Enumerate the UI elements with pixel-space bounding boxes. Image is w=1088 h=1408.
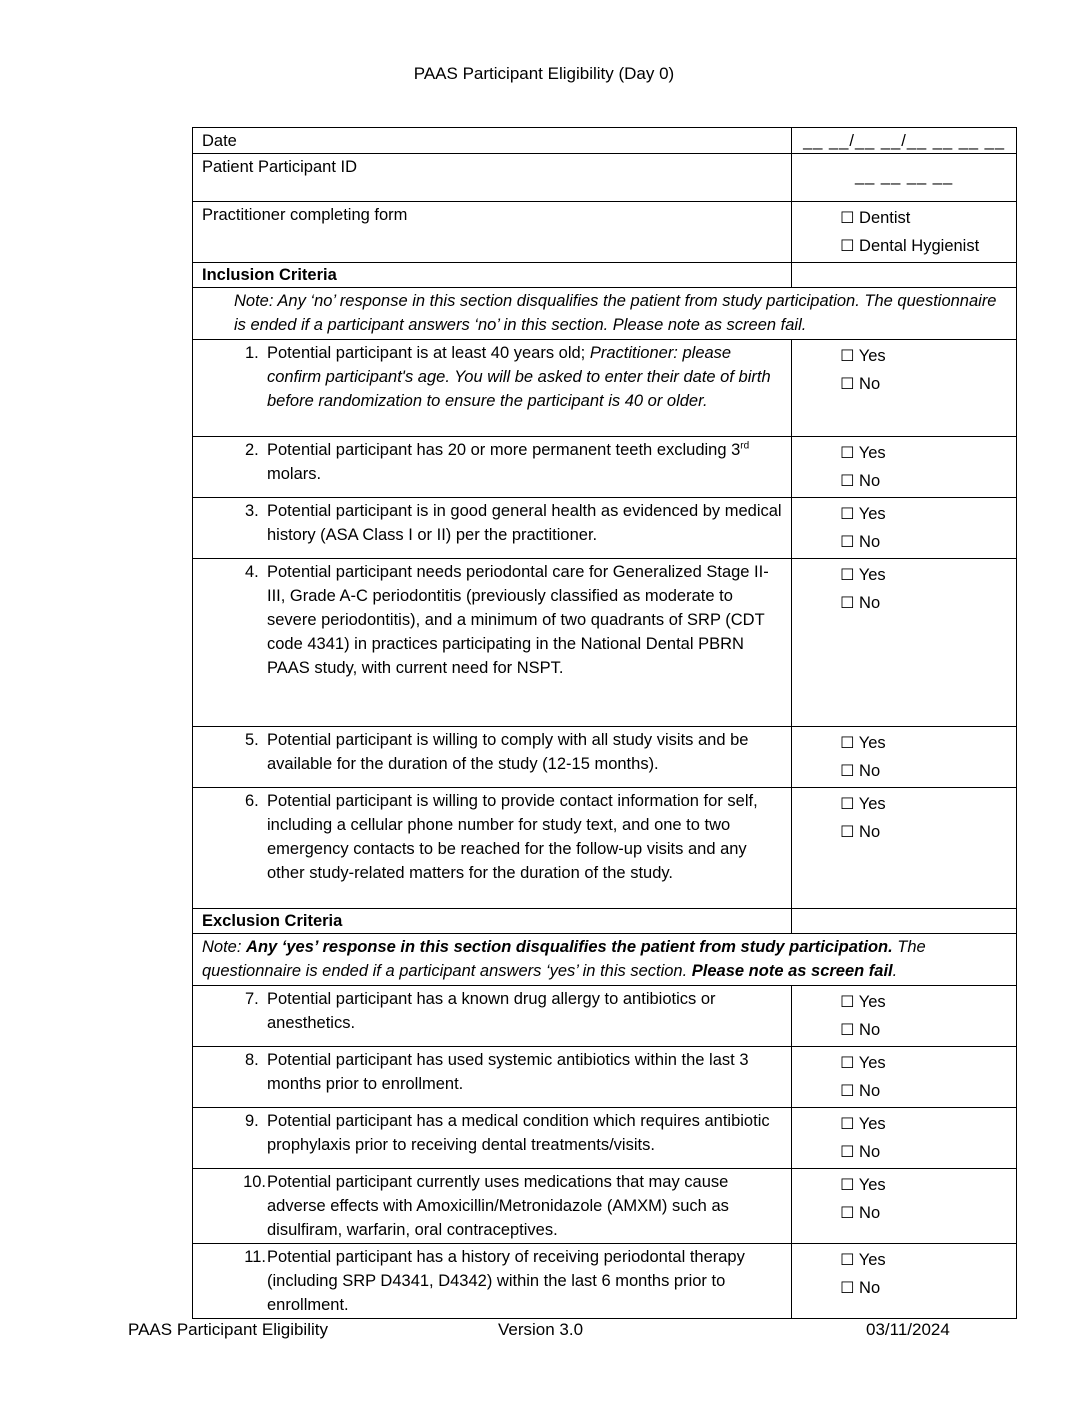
criterion-number [193, 1170, 267, 1242]
participant-id-field[interactable] [792, 154, 1017, 202]
criterion-item [193, 986, 791, 1036]
option-no-label: No [859, 375, 881, 393]
yes-no-options [792, 1108, 1016, 1168]
option-yes-label: Yes [858, 566, 886, 584]
checkbox-icon[interactable]: ☐ [840, 471, 855, 490]
checkbox-icon[interactable]: ☐ [840, 236, 855, 255]
checkbox-icon[interactable]: ☐ [840, 1053, 855, 1072]
criterion-number [193, 789, 267, 885]
criterion-text [267, 341, 785, 413]
option-no-label: No [859, 594, 881, 612]
option-no[interactable] [840, 757, 1016, 785]
checkbox-icon[interactable]: ☐ [840, 822, 855, 841]
participant-id-value[interactable]: __ __ __ __ [854, 167, 954, 185]
criterion-number [193, 560, 267, 680]
checkbox-icon[interactable]: ☐ [840, 1081, 855, 1100]
criterion-text-main: Potential participant currently uses medications that may cause adverse effects with Amoxicillin/Metronidazole (AMXM) such as disulfiram, warfarin, oral contraceptives. [267, 1173, 729, 1239]
criterion-text-main: Potential participant is willing to provide contact information for self, including a cellular phone number for study text, and one to two emergency contacts to be reached for the follow-up visits and any other study-related matters for the duration of the study. [267, 792, 758, 882]
yes-no-options [792, 1169, 1016, 1229]
criterion-row [193, 1244, 1017, 1319]
inclusion-note: Note: Any ‘no’ response in this section disqualifies the patient from study participation. The questionnaire is ended if a participant answers ‘no’ in this section. Please note as screen fail. [234, 292, 997, 334]
option-yes[interactable] [840, 1246, 1016, 1274]
criterion-row [193, 788, 1017, 909]
criterion-row [193, 1047, 1017, 1108]
criterion-text [267, 728, 785, 776]
inclusion-note-row [193, 288, 1017, 340]
practitioner-row [193, 202, 1017, 263]
option-no[interactable] [840, 1138, 1016, 1166]
option-yes-label: Yes [858, 734, 886, 752]
option-yes[interactable] [840, 790, 1016, 818]
criterion-number [193, 499, 267, 547]
criterion-item [193, 559, 791, 681]
criterion-number-text: 8. [245, 1051, 259, 1069]
participant-id-row [193, 154, 1017, 202]
criterion-item [193, 1047, 791, 1097]
checkbox-icon[interactable]: ☐ [840, 761, 855, 780]
practitioner-instruction: Practitioner: please confirm participant's age. You will be asked to enter their date of birth before randomization to ensure the participant is 40 or older. [267, 344, 771, 410]
exclusion-note [193, 934, 1016, 985]
checkbox-icon[interactable]: ☐ [840, 593, 855, 612]
option-no-label: No [859, 1204, 881, 1222]
criterion-text [267, 789, 785, 885]
option-yes-label: Yes [858, 505, 886, 523]
date-value[interactable]: __ __/__ __/__ __ __ __ [803, 132, 1005, 150]
option-no-label: No [859, 762, 881, 780]
checkbox-icon[interactable]: ☐ [840, 733, 855, 752]
criterion-number-text: 1. [245, 344, 259, 362]
checkbox-icon[interactable]: ☐ [840, 992, 855, 1011]
date-row [193, 128, 1017, 154]
option-dental-hygienist-label: Dental Hygienist [859, 237, 980, 255]
option-yes[interactable] [840, 439, 1016, 467]
option-yes-label: Yes [858, 444, 886, 462]
checkbox-icon[interactable]: ☐ [840, 1250, 855, 1269]
yes-no-options [792, 340, 1016, 400]
criterion-item [193, 437, 791, 487]
criterion-text [267, 1245, 785, 1317]
criterion-text [267, 1170, 785, 1242]
criterion-item [193, 1108, 791, 1158]
participant-id-label: Patient Participant ID [202, 158, 357, 176]
option-yes[interactable] [840, 342, 1016, 370]
option-yes[interactable] [840, 988, 1016, 1016]
criterion-text [267, 1048, 785, 1096]
option-yes-label: Yes [858, 1054, 886, 1072]
criterion-number-text: 11. [244, 1248, 266, 1266]
option-dentist-label: Dentist [859, 209, 911, 227]
criterion-item [193, 340, 791, 414]
criterion-row [193, 727, 1017, 788]
exclusion-heading: Exclusion Criteria [202, 912, 343, 930]
note-prefix: Note: [202, 938, 247, 956]
option-no-label: No [859, 1279, 881, 1297]
criterion-number [193, 728, 267, 776]
criterion-text [267, 1109, 785, 1157]
checkbox-icon[interactable]: ☐ [840, 1020, 855, 1039]
checkbox-icon[interactable]: ☐ [840, 208, 855, 227]
yes-no-options [792, 559, 1016, 619]
criterion-text [267, 499, 785, 547]
criterion-text-main: Potential participant has 20 or more permanent teeth excluding 3 [267, 441, 741, 459]
page-title: PAAS Participant Eligibility (Day 0) [413, 64, 675, 83]
criterion-item [193, 1244, 791, 1318]
option-yes[interactable] [840, 500, 1016, 528]
option-yes[interactable] [840, 561, 1016, 589]
date-label: Date [202, 132, 237, 150]
option-yes-label: Yes [858, 1251, 886, 1269]
criterion-text-main: Potential participant is at least 40 years old; [267, 344, 590, 362]
option-yes[interactable] [840, 729, 1016, 757]
checkbox-icon[interactable]: ☐ [840, 374, 855, 393]
inclusion-heading-row [193, 263, 1017, 288]
yes-no-options [792, 1244, 1016, 1304]
option-dental-hygienist[interactable] [840, 232, 1016, 260]
exclusion-note-row [193, 934, 1017, 986]
criterion-number [193, 987, 267, 1035]
criterion-text-main: Potential participant has used systemic antibiotics within the last 3 months prior to enrollment. [267, 1051, 749, 1093]
checkbox-icon[interactable]: ☐ [840, 1278, 855, 1297]
date-field[interactable] [792, 128, 1017, 154]
criterion-number-text: 7. [245, 990, 259, 1008]
note-emphasis: Any ‘yes’ response in this section disqualifies the patient from study participation. [246, 938, 893, 956]
criterion-row [193, 1169, 1017, 1244]
yes-no-options [792, 788, 1016, 848]
criterion-row [193, 340, 1017, 437]
criterion-text-main: Potential participant needs periodontal care for Generalized Stage II-III, Grade A-C periodontitis (previously classified as moderate to severe periodontitis), and a minimum of two quadrants of SRP (CDT code 4341) in practices participating in the National Dental PBRN PAAS study, with current need for NSPT. [267, 563, 769, 677]
option-yes-label: Yes [858, 795, 886, 813]
inclusion-heading: Inclusion Criteria [202, 266, 337, 284]
criterion-row [193, 437, 1017, 498]
criterion-text-main: Potential participant has a medical condition which requires antibiotic prophylaxis prior to receiving dental treatments/visits. [267, 1112, 770, 1154]
footer-version: Version 3.0 [498, 1320, 584, 1339]
checkbox-icon[interactable]: ☐ [840, 1142, 855, 1161]
criterion-number [193, 1245, 267, 1317]
option-yes-label: Yes [858, 1176, 886, 1194]
note-body: The questionnaire is ended if a participant answers ‘yes’ in this section. [202, 938, 926, 980]
criterion-number [193, 341, 267, 413]
option-no[interactable] [840, 589, 1016, 617]
option-no[interactable] [840, 370, 1016, 398]
criterion-number-text: 3. [245, 502, 259, 520]
checkbox-icon[interactable]: ☐ [840, 1203, 855, 1222]
yes-no-options [792, 437, 1016, 497]
option-no-label: No [859, 1021, 881, 1039]
criterion-text [267, 438, 785, 486]
criterion-number [193, 1048, 267, 1096]
option-no[interactable] [840, 528, 1016, 556]
criterion-text [267, 987, 785, 1035]
yes-no-options [792, 1047, 1016, 1107]
option-no-label: No [859, 823, 881, 841]
checkbox-icon[interactable]: ☐ [840, 1175, 855, 1194]
exclusion-heading-row [193, 909, 1017, 934]
criterion-number [193, 1109, 267, 1157]
option-yes-label: Yes [858, 1115, 886, 1133]
criterion-text-end: molars. [267, 465, 322, 483]
footer-left: PAAS Participant Eligibility [128, 1320, 328, 1339]
option-yes-label: Yes [858, 347, 886, 365]
criterion-item [193, 727, 791, 777]
note-screen-fail: Please note as screen fail [691, 962, 893, 980]
criterion-row [193, 498, 1017, 559]
footer-date: 03/11/2024 [866, 1320, 950, 1339]
checkbox-icon[interactable]: ☐ [840, 443, 855, 462]
checkbox-icon[interactable]: ☐ [840, 504, 855, 523]
criterion-row [193, 1108, 1017, 1169]
option-no[interactable] [840, 1016, 1016, 1044]
option-no-label: No [859, 533, 881, 551]
checkbox-icon[interactable]: ☐ [840, 1114, 855, 1133]
criterion-number-text: 9. [245, 1112, 259, 1130]
criterion-row [193, 986, 1017, 1047]
yes-no-options [792, 986, 1016, 1046]
option-no-label: No [859, 472, 881, 490]
criterion-text-main: Potential participant has a known drug allergy to antibiotics or anesthetics. [267, 990, 716, 1032]
criterion-number-text: 2. [245, 441, 259, 459]
criterion-text-main: Potential participant is in good general health as evidenced by medical history (ASA Class I or II) per the practitioner. [267, 502, 782, 544]
ordinal-suffix: rd [740, 440, 750, 452]
option-no[interactable] [840, 1199, 1016, 1227]
option-dentist[interactable] [840, 204, 1016, 232]
option-yes[interactable] [840, 1110, 1016, 1138]
practitioner-label: Practitioner completing form [202, 206, 408, 224]
criterion-number-text: 6. [245, 792, 259, 810]
yes-no-options [792, 727, 1016, 787]
checkbox-icon[interactable]: ☐ [840, 532, 855, 551]
criterion-item [193, 498, 791, 548]
criterion-text [267, 560, 785, 680]
criterion-number-text: 4. [245, 563, 259, 581]
criterion-item [193, 788, 791, 886]
criterion-row [193, 559, 1017, 727]
option-no-label: No [859, 1082, 881, 1100]
option-no[interactable] [840, 1274, 1016, 1302]
option-no[interactable] [840, 818, 1016, 846]
option-no-label: No [859, 1143, 881, 1161]
option-no[interactable] [840, 467, 1016, 495]
checkbox-icon[interactable]: ☐ [840, 565, 855, 584]
note-period: . [892, 962, 898, 980]
eligibility-form-table [192, 127, 1017, 1319]
criterion-number-text: 5. [245, 731, 259, 749]
option-no[interactable] [840, 1077, 1016, 1105]
option-yes-label: Yes [858, 993, 886, 1011]
option-yes[interactable] [840, 1049, 1016, 1077]
checkbox-icon[interactable]: ☐ [840, 346, 855, 365]
option-yes[interactable] [840, 1171, 1016, 1199]
criterion-number [193, 438, 267, 486]
yes-no-options [792, 498, 1016, 558]
criterion-item [193, 1169, 791, 1243]
criterion-text-main: Potential participant has a history of receiving periodontal therapy (including SRP D4341, D4342) within the last 6 months prior to enrollment. [267, 1248, 745, 1314]
criterion-number-text: 10. [243, 1173, 266, 1191]
criterion-text-main: Potential participant is willing to comply with all study visits and be available for the duration of the study (12-15 months). [267, 731, 749, 773]
checkbox-icon[interactable]: ☐ [840, 794, 855, 813]
